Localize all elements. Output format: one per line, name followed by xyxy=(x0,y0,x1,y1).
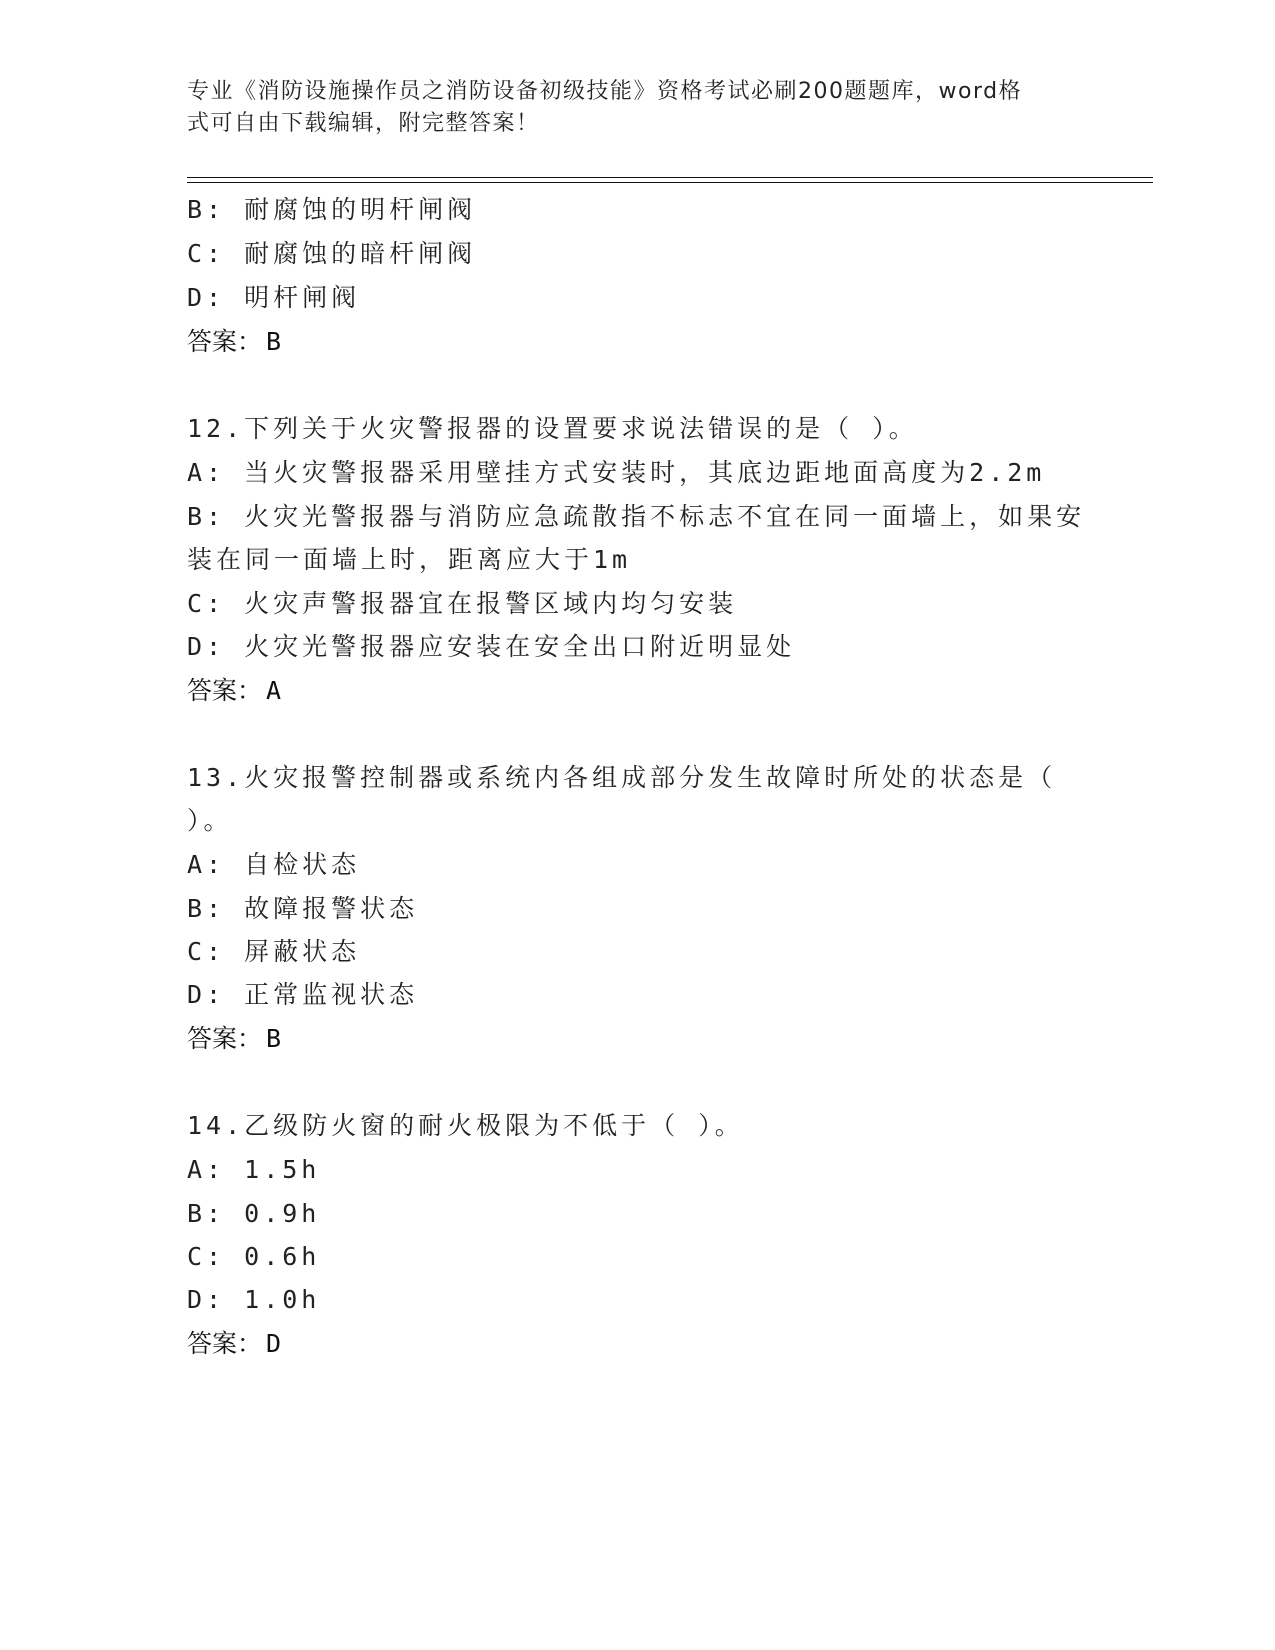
q14-answer xyxy=(187,1329,281,1359)
header-divider-bottom xyxy=(187,182,1153,183)
q14-option-c: C: 0.6h xyxy=(187,1242,321,1271)
q13-question-line-2: ）。 xyxy=(187,806,233,835)
q13-option-c: C: 屏蔽状态 xyxy=(187,937,361,966)
q14-answer-value: D xyxy=(266,1329,282,1358)
q14-option-a: A: 1.5h xyxy=(187,1155,321,1184)
q11-option-c: C: 耐腐蚀的暗杆闸阀 xyxy=(187,239,477,268)
q13-option-a: A: 自检状态 xyxy=(187,850,361,879)
header-line-1: 专业《消防设施操作员之消防设备初级技能》资格考试必刷200题题库，word格 xyxy=(187,79,1023,104)
q14-question: 14.乙级防火窗的耐火极限为不低于（ ）。 xyxy=(187,1111,744,1140)
q11-option-b: B: 耐腐蚀的明杆闸阀 xyxy=(187,195,477,224)
document-header xyxy=(187,76,1067,140)
q12-option-d: D: 火灾光警报器应安装在安全出口附近明显处 xyxy=(187,632,796,661)
q14-answer-label: 答案： xyxy=(187,1329,263,1358)
q12-answer-label: 答案： xyxy=(187,676,263,705)
q13-answer xyxy=(187,1024,281,1054)
q13-answer-value: B xyxy=(266,1024,282,1053)
q11-answer xyxy=(187,327,281,357)
q12-answer xyxy=(187,676,281,706)
q12-option-c: C: 火灾声警报器宜在报警区域内均匀安装 xyxy=(187,589,738,618)
q12-question: 12.下列关于火灾警报器的设置要求说法错误的是（ ）。 xyxy=(187,414,918,443)
q12-option-a: A: 当火灾警报器采用壁挂方式安装时，其底边距地面高度为2.2m xyxy=(187,458,1046,487)
q11-answer-label: 答案： xyxy=(187,327,263,356)
q12-answer-value: A xyxy=(266,676,282,705)
q13-option-d: D: 正常监视状态 xyxy=(187,980,419,1009)
header-line-2: 式可自由下载编辑，附完整答案！ xyxy=(187,111,540,136)
q14-option-d: D: 1.0h xyxy=(187,1285,321,1314)
header-divider-top xyxy=(187,177,1153,178)
q11-option-d: D: 明杆闸阀 xyxy=(187,283,361,312)
q14-option-b: B: 0.9h xyxy=(187,1199,321,1228)
q11-answer-value: B xyxy=(266,327,282,356)
q12-option-b-line-1: B: 火灾光警报器与消防应急疏散指不标志不宜在同一面墙上，如果安 xyxy=(187,502,1086,531)
q13-option-b: B: 故障报警状态 xyxy=(187,894,419,923)
q13-question-line-1: 13.火灾报警控制器或系统内各组成部分发生故障时所处的状态是（ xyxy=(187,763,1057,792)
q12-option-b-line-2: 装在同一面墙上时，距离应大于1m xyxy=(187,545,632,574)
q13-answer-label: 答案： xyxy=(187,1024,263,1053)
